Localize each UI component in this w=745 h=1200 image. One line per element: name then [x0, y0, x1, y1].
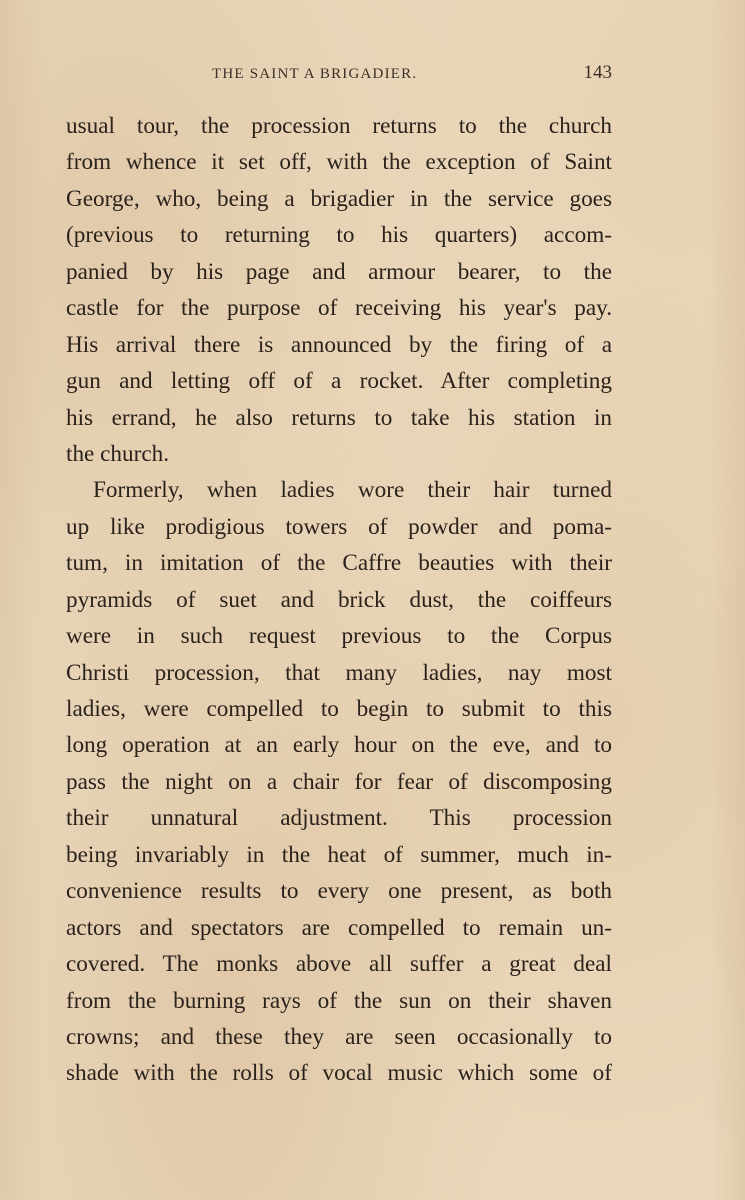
text-line: shade with the rolls of vocal music which some of — [66, 1060, 612, 1087]
text-line: tum, in imitation of the Caffre beauties with their — [66, 550, 612, 577]
running-head — [66, 62, 612, 88]
text-line: the church. — [66, 440, 170, 467]
text-line: covered. The monks above all suffer a great deal — [66, 951, 612, 978]
text-line: (previous to returning to his quarters) accom- — [66, 222, 612, 249]
text-line: gun and letting off of a rocket. After completing — [66, 368, 612, 395]
text-line: ladies, were compelled to begin to submit to this — [66, 696, 612, 722]
text-line: crowns; and these they are seen occasionally to — [66, 1023, 612, 1050]
text-line: His arrival there is announced by the firing of a — [66, 331, 612, 358]
text-line: pass the night on a chair for fear of discomposing — [66, 768, 612, 795]
body-text — [66, 108, 612, 1092]
text-line: long operation at an early hour on the eve, and to — [66, 732, 612, 759]
text-line: from whence it set off, with the exception of Saint — [66, 149, 612, 176]
text-line: convenience results to every one present, as both — [66, 878, 612, 905]
text-line: usual tour, the procession returns to the church — [66, 113, 612, 139]
text-line: George, who, being a brigadier in the service goes — [66, 185, 612, 212]
text-line: pyramids of suet and brick dust, the coiffeurs — [66, 586, 612, 613]
text-line: Christi procession, that many ladies, nay most — [66, 659, 612, 686]
text-line: were in such request previous to the Corpus — [66, 623, 612, 650]
text-line: up like prodigious towers of powder and poma- — [66, 513, 612, 540]
text-line: their unnatural adjustment. This procession — [66, 805, 612, 832]
text-line: being invariably in the heat of summer, much in- — [66, 841, 612, 868]
text-line: from the burning rays of the sun on their shaven — [66, 987, 612, 1014]
text-line-paragraph-start: Formerly, when ladies wore their hair turned — [93, 477, 612, 504]
text-line: castle for the purpose of receiving his year's pay. — [66, 295, 612, 322]
text-line: his errand, he also returns to take his station in — [66, 404, 612, 431]
running-title: THE SAINT A BRIGADIER. — [212, 66, 418, 82]
page-number: 143 — [583, 62, 612, 83]
text-line: panied by his page and armour bearer, to the — [66, 258, 612, 285]
text-line: actors and spectators are compelled to remain un- — [66, 914, 612, 941]
